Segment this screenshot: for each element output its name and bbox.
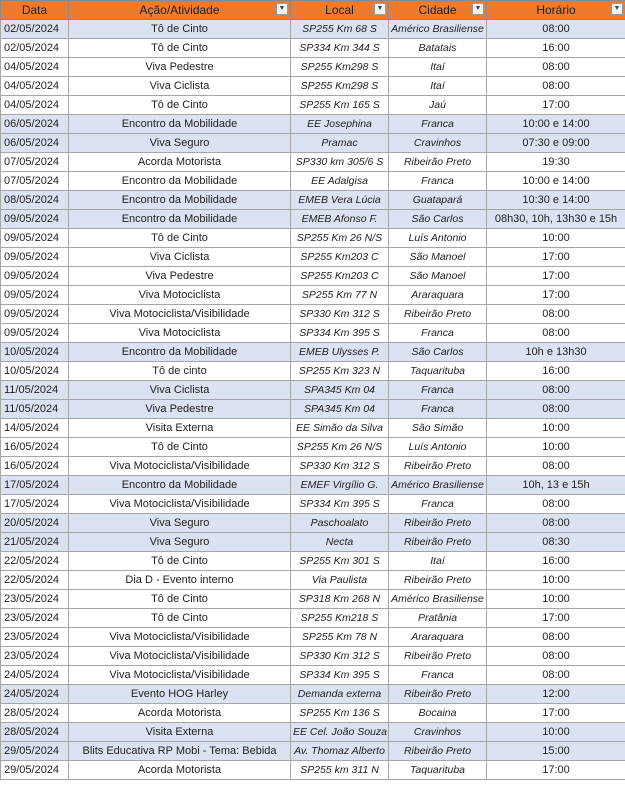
- cell-time[interactable]: 16:00: [487, 362, 625, 381]
- table-row[interactable]: [1, 134, 625, 153]
- cell-time[interactable]: 08:00: [487, 457, 625, 476]
- cell-date[interactable]: 10/05/2024: [1, 343, 69, 362]
- table-row[interactable]: [1, 362, 625, 381]
- cell-local[interactable]: Necta: [291, 533, 389, 552]
- cell-city[interactable]: Araraquara: [389, 286, 487, 305]
- table-row[interactable]: [1, 628, 625, 647]
- cell-time[interactable]: 17:00: [487, 248, 625, 267]
- cell-local[interactable]: SPA345 Km 04: [291, 381, 389, 400]
- header-date: Data: [1, 1, 69, 20]
- cell-time[interactable]: 17:00: [487, 267, 625, 286]
- table-row[interactable]: [1, 286, 625, 305]
- cell-action[interactable]: Tô de Cinto: [69, 39, 291, 58]
- cell-local[interactable]: SP255 Km 136 S: [291, 704, 389, 723]
- table-row[interactable]: [1, 115, 625, 134]
- cell-action[interactable]: Viva Seguro: [69, 533, 291, 552]
- cell-city[interactable]: Guatapará: [389, 191, 487, 210]
- cell-local[interactable]: SP255 Km203 C: [291, 267, 389, 286]
- cell-action[interactable]: Viva Pedestre: [69, 400, 291, 419]
- table-row[interactable]: [1, 685, 625, 704]
- header-time: Horário ▼: [487, 1, 625, 20]
- cell-action[interactable]: Visita Externa: [69, 419, 291, 438]
- cell-action[interactable]: Viva Ciclista: [69, 381, 291, 400]
- cell-local[interactable]: SP255 Km218 S: [291, 609, 389, 628]
- cell-city[interactable]: Ribeirão Preto: [389, 647, 487, 666]
- table-row[interactable]: [1, 400, 625, 419]
- cell-date[interactable]: 06/05/2024: [1, 115, 69, 134]
- table-row[interactable]: [1, 609, 625, 628]
- table-row[interactable]: [1, 324, 625, 343]
- cell-local[interactable]: SP330 Km 312 S: [291, 457, 389, 476]
- cell-time[interactable]: 08:00: [487, 58, 625, 77]
- table-row[interactable]: [1, 704, 625, 723]
- cell-local[interactable]: SP318 Km 268 N: [291, 590, 389, 609]
- cell-local[interactable]: SP334 Km 395 S: [291, 324, 389, 343]
- cell-action[interactable]: Acorda Motorista: [69, 153, 291, 172]
- cell-city[interactable]: Ribeirão Preto: [389, 153, 487, 172]
- cell-city[interactable]: São Simão: [389, 419, 487, 438]
- cell-date[interactable]: 17/05/2024: [1, 476, 69, 495]
- cell-city[interactable]: Araraquara: [389, 628, 487, 647]
- cell-city[interactable]: São Manoel: [389, 267, 487, 286]
- cell-time[interactable]: 07:30 e 09:00: [487, 134, 625, 153]
- cell-local[interactable]: SP334 Km 395 S: [291, 495, 389, 514]
- cell-date[interactable]: 09/05/2024: [1, 210, 69, 229]
- cell-local[interactable]: Paschoalato: [291, 514, 389, 533]
- header-city: Cidade ▼: [389, 1, 487, 20]
- table-row[interactable]: [1, 343, 625, 362]
- cell-action[interactable]: Viva Motociclista/Visibilidade: [69, 305, 291, 324]
- cell-time[interactable]: 10h e 13h30: [487, 343, 625, 362]
- cell-date[interactable]: 22/05/2024: [1, 552, 69, 571]
- cell-action[interactable]: Encontro da Mobilidade: [69, 191, 291, 210]
- table-row[interactable]: [1, 438, 625, 457]
- cell-local[interactable]: Demanda externa: [291, 685, 389, 704]
- cell-city[interactable]: Batatais: [389, 39, 487, 58]
- cell-action[interactable]: Viva Motociclista/Visibilidade: [69, 647, 291, 666]
- cell-local[interactable]: EMEF Virgílio G.: [291, 476, 389, 495]
- cell-city[interactable]: Taquarituba: [389, 362, 487, 381]
- cell-date[interactable]: 24/05/2024: [1, 685, 69, 704]
- cell-local[interactable]: SP255 Km 78 N: [291, 628, 389, 647]
- cell-local[interactable]: EE Cel. João Souza: [291, 723, 389, 742]
- cell-time[interactable]: 10:00: [487, 571, 625, 590]
- cell-date[interactable]: 06/05/2024: [1, 134, 69, 153]
- cell-city[interactable]: Franca: [389, 495, 487, 514]
- cell-date[interactable]: 07/05/2024: [1, 172, 69, 191]
- cell-action[interactable]: Tô de Cinto: [69, 96, 291, 115]
- cell-action[interactable]: Visita Externa: [69, 723, 291, 742]
- table-row[interactable]: [1, 514, 625, 533]
- cell-date[interactable]: 09/05/2024: [1, 305, 69, 324]
- cell-time[interactable]: 08:00: [487, 305, 625, 324]
- cell-date[interactable]: 24/05/2024: [1, 666, 69, 685]
- table-row[interactable]: [1, 742, 625, 761]
- cell-date[interactable]: 14/05/2024: [1, 419, 69, 438]
- cell-action[interactable]: Tô de Cinto: [69, 229, 291, 248]
- cell-city[interactable]: Ribeirão Preto: [389, 457, 487, 476]
- cell-action[interactable]: Acorda Motorista: [69, 704, 291, 723]
- cell-time[interactable]: 10:00: [487, 590, 625, 609]
- cell-time[interactable]: 10:30 e 14:00: [487, 191, 625, 210]
- cell-time[interactable]: 08:00: [487, 324, 625, 343]
- cell-time[interactable]: 08:00: [487, 666, 625, 685]
- cell-date[interactable]: 29/05/2024: [1, 742, 69, 761]
- cell-city[interactable]: Cravinhos: [389, 134, 487, 153]
- cell-action[interactable]: Viva Seguro: [69, 134, 291, 153]
- cell-city[interactable]: Taquarituba: [389, 761, 487, 780]
- cell-city[interactable]: Franca: [389, 666, 487, 685]
- cell-date[interactable]: 04/05/2024: [1, 96, 69, 115]
- cell-time[interactable]: 08:00: [487, 20, 625, 39]
- cell-time[interactable]: 17:00: [487, 761, 625, 780]
- cell-date[interactable]: 09/05/2024: [1, 229, 69, 248]
- cell-local[interactable]: SP255 Km298 S: [291, 77, 389, 96]
- cell-local[interactable]: SP255 Km 323 N: [291, 362, 389, 381]
- table-row[interactable]: [1, 39, 625, 58]
- header-row: [1, 1, 625, 20]
- cell-local[interactable]: SP330 Km 312 S: [291, 647, 389, 666]
- cell-time[interactable]: 08:00: [487, 514, 625, 533]
- cell-local[interactable]: SP255 Km298 S: [291, 58, 389, 77]
- cell-time[interactable]: 12:00: [487, 685, 625, 704]
- cell-date[interactable]: 28/05/2024: [1, 723, 69, 742]
- cell-local[interactable]: SP255 Km 165 S: [291, 96, 389, 115]
- cell-time[interactable]: 10:00: [487, 723, 625, 742]
- cell-city[interactable]: Franca: [389, 324, 487, 343]
- cell-city[interactable]: Itaí: [389, 77, 487, 96]
- cell-local[interactable]: SP255 Km 77 N: [291, 286, 389, 305]
- cell-local[interactable]: EMEB Afonso F.: [291, 210, 389, 229]
- cell-time[interactable]: 08:00: [487, 495, 625, 514]
- header-action: Ação/Atividade ▼: [69, 1, 291, 20]
- table-row[interactable]: [1, 172, 625, 191]
- cell-action[interactable]: Viva Pedestre: [69, 267, 291, 286]
- cell-action[interactable]: Viva Ciclista: [69, 77, 291, 96]
- cell-action[interactable]: Viva Motociclista: [69, 324, 291, 343]
- cell-city[interactable]: Itaí: [389, 58, 487, 77]
- cell-date[interactable]: 29/05/2024: [1, 761, 69, 780]
- cell-date[interactable]: 02/05/2024: [1, 20, 69, 39]
- cell-date[interactable]: 09/05/2024: [1, 286, 69, 305]
- table-row[interactable]: [1, 381, 625, 400]
- cell-city[interactable]: Jaú: [389, 96, 487, 115]
- cell-city[interactable]: Ribeirão Preto: [389, 533, 487, 552]
- cell-local[interactable]: SP255 km 311 N: [291, 761, 389, 780]
- cell-date[interactable]: 21/05/2024: [1, 533, 69, 552]
- cell-action[interactable]: Encontro da Mobilidade: [69, 115, 291, 134]
- cell-city[interactable]: Américo Brasiliense: [389, 20, 487, 39]
- table-row[interactable]: [1, 191, 625, 210]
- cell-city[interactable]: Franca: [389, 172, 487, 191]
- cell-action[interactable]: Encontro da Mobilidade: [69, 343, 291, 362]
- cell-time[interactable]: 17:00: [487, 609, 625, 628]
- cell-local[interactable]: EMEB Vera Lúcia: [291, 191, 389, 210]
- cell-date[interactable]: 09/05/2024: [1, 324, 69, 343]
- cell-city[interactable]: Américo Brasiliense: [389, 476, 487, 495]
- cell-date[interactable]: 23/05/2024: [1, 628, 69, 647]
- cell-city[interactable]: Américo Brasiliense: [389, 590, 487, 609]
- cell-city[interactable]: Bocaina: [389, 704, 487, 723]
- cell-action[interactable]: Viva Motociclista/Visibilidade: [69, 457, 291, 476]
- cell-date[interactable]: 23/05/2024: [1, 590, 69, 609]
- cell-action[interactable]: Blits Educativa RP Mobi - Tema: Bebida: [69, 742, 291, 761]
- cell-city[interactable]: Ribeirão Preto: [389, 685, 487, 704]
- cell-time[interactable]: 10:00 e 14:00: [487, 172, 625, 191]
- cell-time[interactable]: 10:00 e 14:00: [487, 115, 625, 134]
- table-row[interactable]: [1, 666, 625, 685]
- cell-local[interactable]: EMEB Ulysses P.: [291, 343, 389, 362]
- cell-local[interactable]: SP330 km 305/6 S: [291, 153, 389, 172]
- cell-city[interactable]: Ribeirão Preto: [389, 571, 487, 590]
- cell-date[interactable]: 09/05/2024: [1, 248, 69, 267]
- cell-city[interactable]: Franca: [389, 400, 487, 419]
- cell-local[interactable]: SP255 Km203 C: [291, 248, 389, 267]
- cell-date[interactable]: 02/05/2024: [1, 39, 69, 58]
- cell-local[interactable]: SP255 Km 68 S: [291, 20, 389, 39]
- table-row[interactable]: [1, 419, 625, 438]
- cell-date[interactable]: 28/05/2024: [1, 704, 69, 723]
- cell-city[interactable]: São Carlos: [389, 210, 487, 229]
- cell-city[interactable]: Itaí: [389, 552, 487, 571]
- filter-dropdown-icon[interactable]: ▼: [276, 3, 288, 15]
- cell-action[interactable]: Encontro da Mobilidade: [69, 476, 291, 495]
- cell-date[interactable]: 07/05/2024: [1, 153, 69, 172]
- cell-time[interactable]: 10h, 13 e 15h: [487, 476, 625, 495]
- filter-dropdown-icon[interactable]: ▼: [611, 3, 623, 15]
- cell-action[interactable]: Viva Motociclista/Visibilidade: [69, 666, 291, 685]
- cell-city[interactable]: Ribeirão Preto: [389, 514, 487, 533]
- filter-dropdown-icon[interactable]: ▼: [374, 3, 386, 15]
- cell-time[interactable]: 10:00: [487, 419, 625, 438]
- cell-local[interactable]: SP334 Km 395 S: [291, 666, 389, 685]
- table-row[interactable]: [1, 267, 625, 286]
- table-row[interactable]: [1, 647, 625, 666]
- table-row[interactable]: [1, 552, 625, 571]
- cell-time[interactable]: 17:00: [487, 704, 625, 723]
- cell-local[interactable]: Av. Thomaz Alberto: [291, 742, 389, 761]
- table-row[interactable]: [1, 153, 625, 172]
- cell-local[interactable]: SPA345 Km 04: [291, 400, 389, 419]
- cell-date[interactable]: 23/05/2024: [1, 609, 69, 628]
- cell-date[interactable]: 04/05/2024: [1, 58, 69, 77]
- filter-dropdown-icon[interactable]: ▼: [472, 3, 484, 15]
- cell-action[interactable]: Viva Seguro: [69, 514, 291, 533]
- cell-local[interactable]: SP334 Km 344 S: [291, 39, 389, 58]
- table-row[interactable]: [1, 210, 625, 229]
- cell-date[interactable]: 23/05/2024: [1, 647, 69, 666]
- cell-city[interactable]: Franca: [389, 115, 487, 134]
- cell-date[interactable]: 08/05/2024: [1, 191, 69, 210]
- cell-time[interactable]: 17:00: [487, 286, 625, 305]
- cell-time[interactable]: 16:00: [487, 39, 625, 58]
- cell-date[interactable]: 11/05/2024: [1, 400, 69, 419]
- cell-time[interactable]: 10:00: [487, 229, 625, 248]
- cell-city[interactable]: Luís Antonio: [389, 229, 487, 248]
- table-row[interactable]: [1, 476, 625, 495]
- cell-date[interactable]: 04/05/2024: [1, 77, 69, 96]
- cell-local[interactable]: EE Adalgisa: [291, 172, 389, 191]
- cell-action[interactable]: Evento HOG Harley: [69, 685, 291, 704]
- cell-local[interactable]: SP330 Km 312 S: [291, 305, 389, 324]
- table-row[interactable]: [1, 20, 625, 39]
- cell-action[interactable]: Tô de Cinto: [69, 609, 291, 628]
- cell-city[interactable]: Luís Antonio: [389, 438, 487, 457]
- cell-action[interactable]: Tô de Cinto: [69, 552, 291, 571]
- table-row[interactable]: [1, 457, 625, 476]
- table-row[interactable]: [1, 77, 625, 96]
- cell-date[interactable]: 10/05/2024: [1, 362, 69, 381]
- cell-local[interactable]: SP255 Km 301 S: [291, 552, 389, 571]
- cell-time[interactable]: 16:00: [487, 552, 625, 571]
- cell-action[interactable]: Encontro da Mobilidade: [69, 210, 291, 229]
- cell-date[interactable]: 22/05/2024: [1, 571, 69, 590]
- cell-date[interactable]: 20/05/2024: [1, 514, 69, 533]
- cell-city[interactable]: Cravinhos: [389, 723, 487, 742]
- cell-local[interactable]: SP255 Km 26 N/S: [291, 438, 389, 457]
- cell-city[interactable]: Ribeirão Preto: [389, 305, 487, 324]
- cell-time[interactable]: 08:00: [487, 647, 625, 666]
- cell-local[interactable]: EE Simão da Silva: [291, 419, 389, 438]
- cell-time[interactable]: 08:00: [487, 381, 625, 400]
- cell-time[interactable]: 08:00: [487, 628, 625, 647]
- table-row[interactable]: [1, 590, 625, 609]
- cell-action[interactable]: Viva Ciclista: [69, 248, 291, 267]
- table-row[interactable]: [1, 96, 625, 115]
- cell-time[interactable]: 08:00: [487, 400, 625, 419]
- cell-city[interactable]: São Carlos: [389, 343, 487, 362]
- cell-city[interactable]: Ribeirão Preto: [389, 742, 487, 761]
- cell-action[interactable]: Dia D - Evento interno: [69, 571, 291, 590]
- table-row[interactable]: [1, 248, 625, 267]
- cell-action[interactable]: Viva Motociclista/Visibilidade: [69, 495, 291, 514]
- cell-time[interactable]: 08:00: [487, 77, 625, 96]
- table-row[interactable]: [1, 305, 625, 324]
- cell-action[interactable]: Acorda Motorista: [69, 761, 291, 780]
- cell-date[interactable]: 16/05/2024: [1, 438, 69, 457]
- table-row[interactable]: [1, 495, 625, 514]
- table-row[interactable]: [1, 533, 625, 552]
- cell-time[interactable]: 17:00: [487, 96, 625, 115]
- cell-action[interactable]: Viva Pedestre: [69, 58, 291, 77]
- cell-action[interactable]: Tô de Cinto: [69, 20, 291, 39]
- table-row[interactable]: [1, 58, 625, 77]
- cell-city[interactable]: Pratânia: [389, 609, 487, 628]
- cell-time[interactable]: 19:30: [487, 153, 625, 172]
- cell-action[interactable]: Tô de Cinto: [69, 438, 291, 457]
- cell-action[interactable]: Encontro da Mobilidade: [69, 172, 291, 191]
- cell-local[interactable]: Via Paulista: [291, 571, 389, 590]
- cell-local[interactable]: EE Josephina: [291, 115, 389, 134]
- cell-action[interactable]: Viva Motociclista/Visibilidade: [69, 628, 291, 647]
- table-row[interactable]: [1, 229, 625, 248]
- cell-city[interactable]: Franca: [389, 381, 487, 400]
- cell-date[interactable]: 09/05/2024: [1, 267, 69, 286]
- cell-action[interactable]: Tô de Cinto: [69, 590, 291, 609]
- table-row[interactable]: [1, 761, 625, 780]
- table-row[interactable]: [1, 571, 625, 590]
- cell-time[interactable]: 15:00: [487, 742, 625, 761]
- cell-local[interactable]: Pramac: [291, 134, 389, 153]
- table-row[interactable]: [1, 723, 625, 742]
- cell-local[interactable]: SP255 Km 26 N/S: [291, 229, 389, 248]
- cell-time[interactable]: 10:00: [487, 438, 625, 457]
- cell-action[interactable]: Tô de cinto: [69, 362, 291, 381]
- cell-time[interactable]: 08h30, 10h, 13h30 e 15h: [487, 210, 625, 229]
- cell-time[interactable]: 08:30: [487, 533, 625, 552]
- cell-date[interactable]: 17/05/2024: [1, 495, 69, 514]
- cell-date[interactable]: 11/05/2024: [1, 381, 69, 400]
- cell-action[interactable]: Viva Motociclista: [69, 286, 291, 305]
- cell-city[interactable]: São Manoel: [389, 248, 487, 267]
- cell-date[interactable]: 16/05/2024: [1, 457, 69, 476]
- header-local: Local ▼: [291, 1, 389, 20]
